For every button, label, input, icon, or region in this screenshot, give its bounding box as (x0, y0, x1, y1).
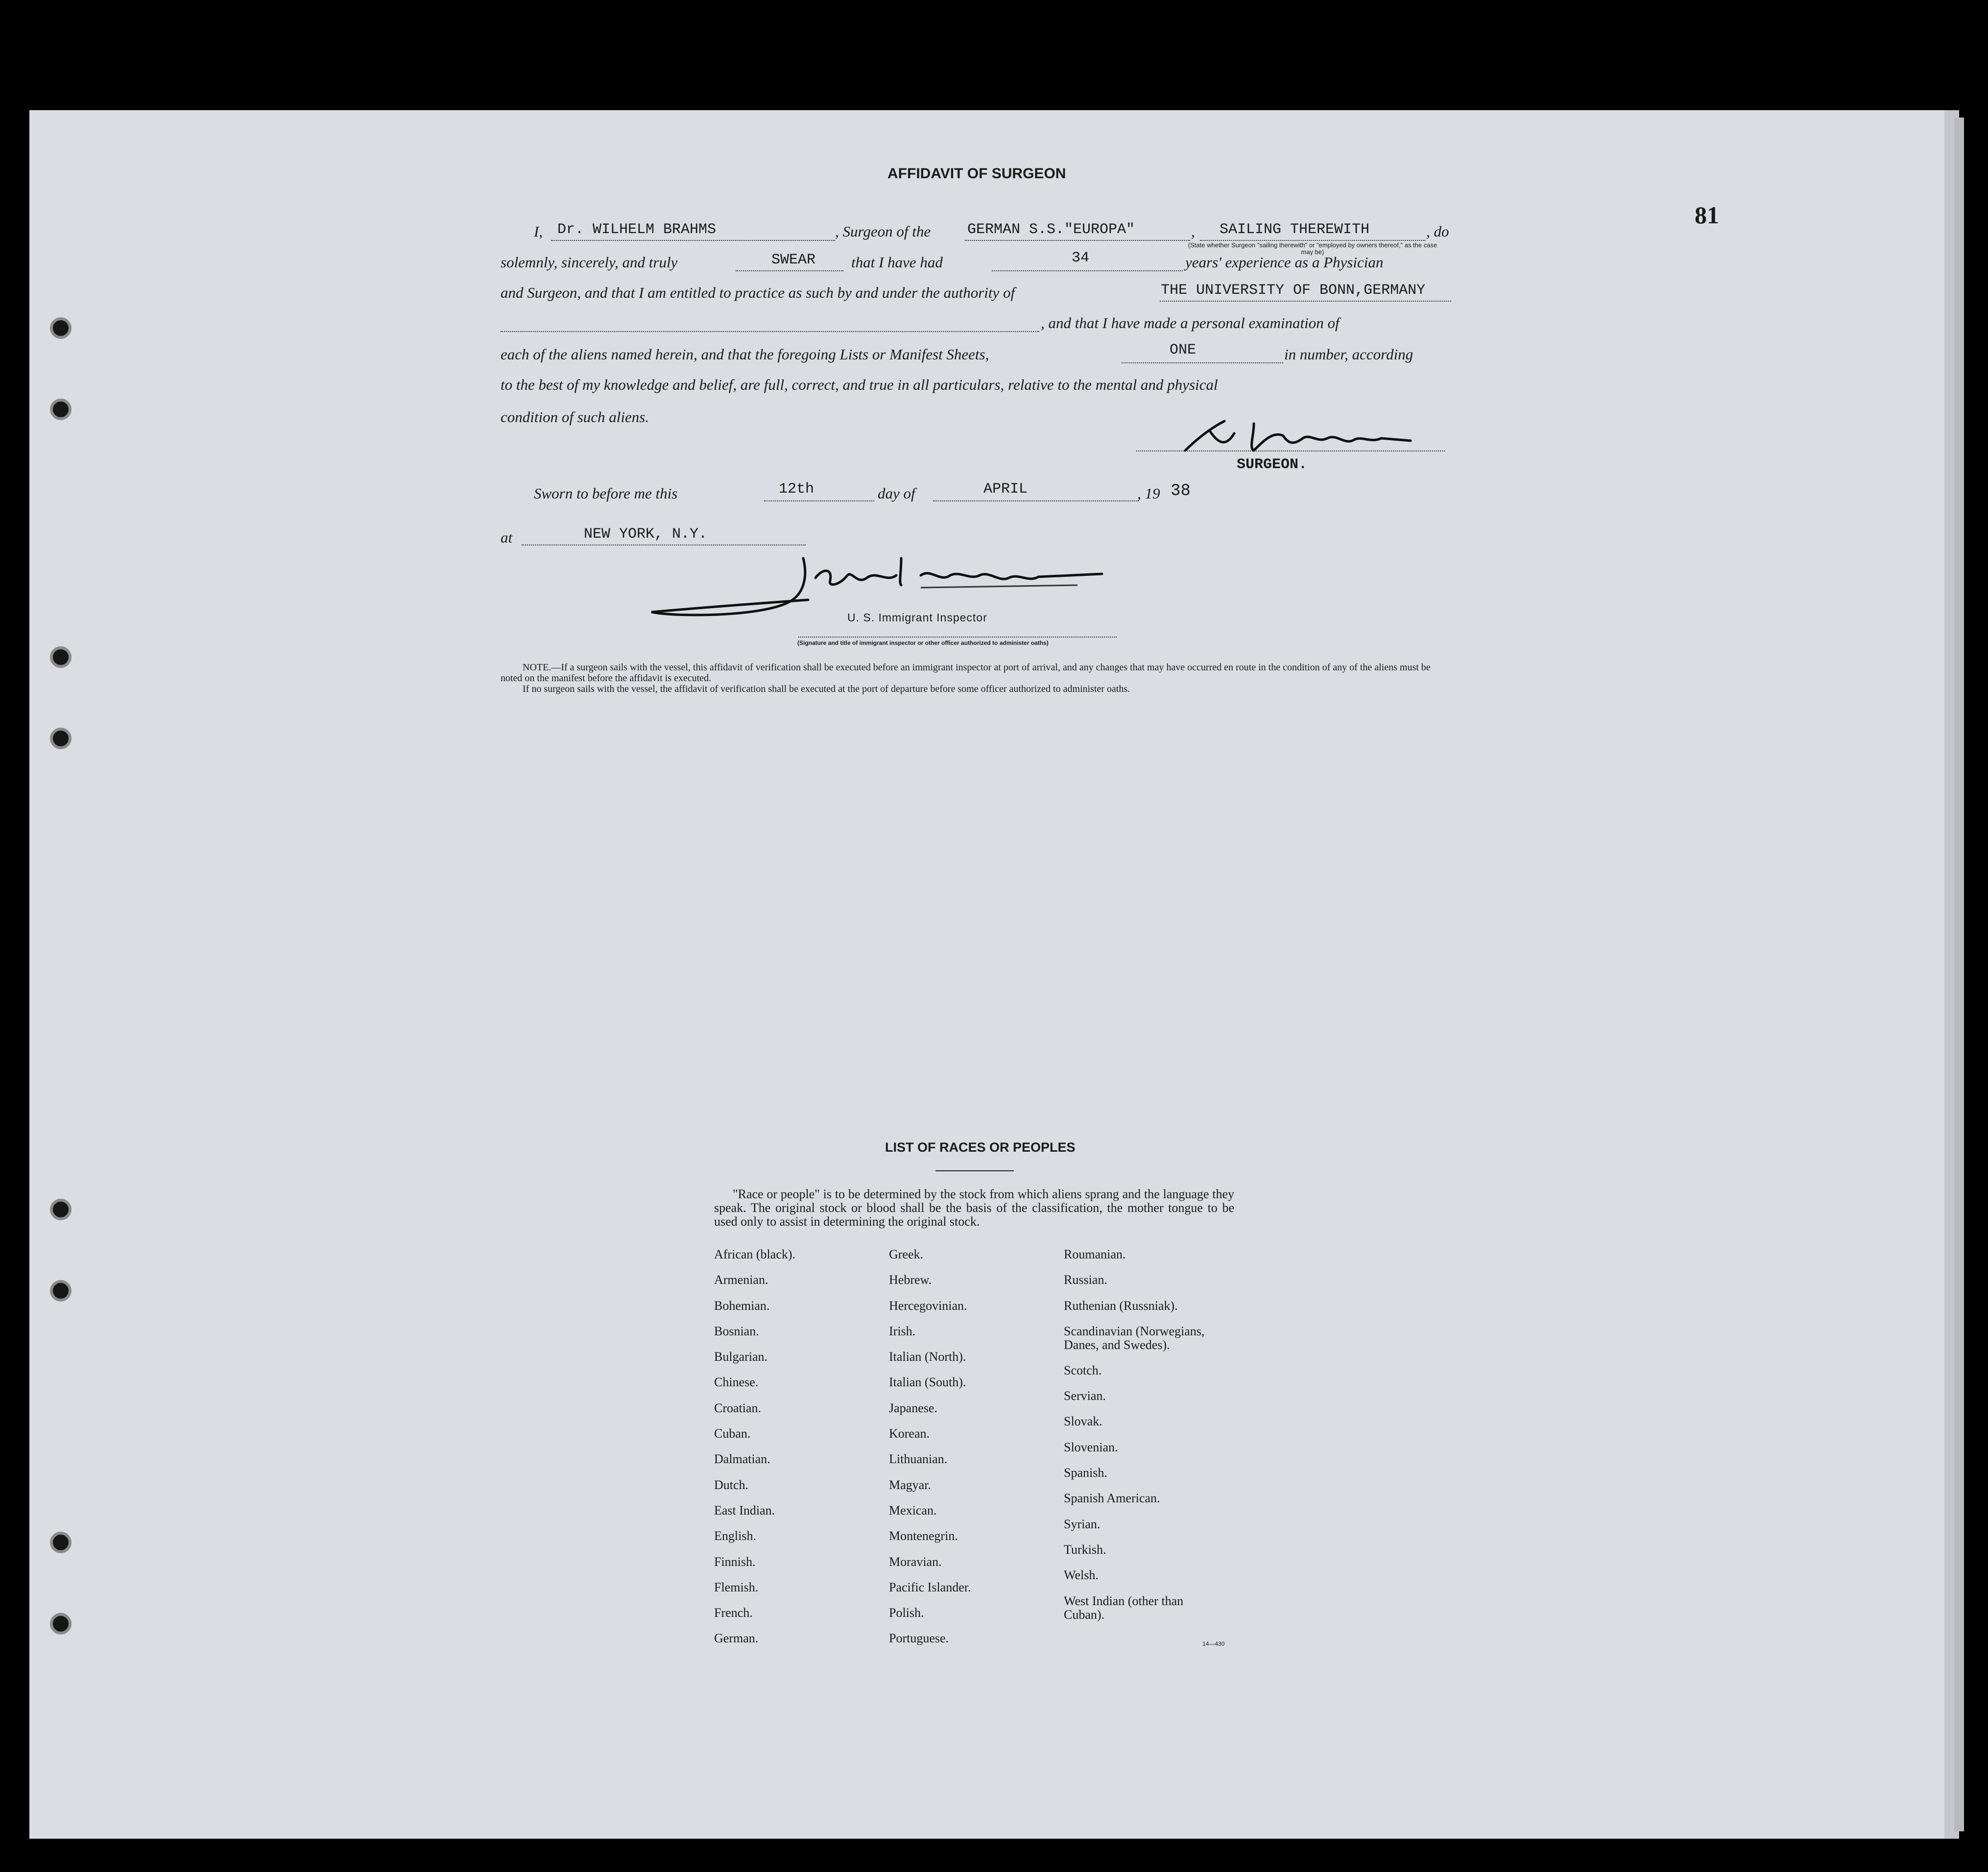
race-item: Moravian. (889, 1554, 942, 1569)
sailing-status: SAILING THEREWITH (1220, 221, 1370, 238)
sheet-edge (1954, 118, 1964, 1831)
race-item: Korean. (889, 1426, 930, 1441)
years-line (992, 270, 1183, 271)
text-have-had: that I have had (851, 254, 943, 271)
race-item: Croatian. (714, 1400, 762, 1415)
binder-hole (50, 1280, 72, 1302)
race-item: Mexican. (889, 1503, 937, 1517)
race-item: French. (714, 1606, 753, 1620)
sailing-note: (State whether Surgeon "sailing therewith" or "employed by owners thereof," as the case may be) (1188, 241, 1437, 256)
race-item: Irish. (889, 1324, 916, 1338)
inspector-title: U. S. Immigrant Inspector (847, 611, 987, 624)
race-item: West Indian (other than Cuban). (1064, 1593, 1184, 1622)
year-suffix: 38 (1171, 482, 1191, 500)
oath-line (736, 270, 843, 271)
race-item: Slovak. (1064, 1414, 1102, 1429)
race-item: Dalmatian. (714, 1452, 770, 1467)
note-surgeon-sails: NOTE.—If a surgeon sails with the vessel, this affidavit of verification shall be executed before an immigrant inspector at port of arrival, and any changes that may have occurred en route in the condition of any of the aliens must be noted on the manifest before the affidavit is executed. (501, 662, 1431, 684)
race-item: Slovenian. (1064, 1440, 1118, 1454)
sailing-status-line (1200, 240, 1425, 241)
page-number: 81 (1695, 201, 1719, 229)
inspector-signature-line (798, 637, 1117, 638)
race-item: Turkish. (1064, 1542, 1106, 1557)
race-item: Flemish. (714, 1580, 759, 1594)
vessel-line (965, 240, 1190, 241)
races-column-2 (889, 1248, 1046, 1658)
race-item: African (black). (714, 1247, 796, 1261)
text-experience: years' experience as a Physician (1185, 254, 1384, 271)
race-item: Magyar. (889, 1477, 931, 1492)
text-in-number: in number, according (1284, 346, 1413, 363)
text-each-alien: each of the aliens named herein, and that the foregoing Lists or Manifest Sheets, (501, 346, 989, 363)
race-item: Cuban. (714, 1426, 751, 1441)
text-day-of: day of (878, 485, 915, 502)
race-item: Hercegovinian. (889, 1298, 967, 1313)
race-item: Servian. (1064, 1389, 1106, 1403)
sheets-line (1122, 362, 1283, 363)
race-item: Welsh. (1064, 1568, 1099, 1583)
race-item: Greek. (889, 1247, 924, 1261)
binder-hole (50, 646, 72, 668)
race-item: Italian (South). (889, 1375, 966, 1390)
surgeon-signature (1180, 416, 1435, 455)
race-item: East Indian. (714, 1503, 775, 1517)
inspector-caption: (Signature and title of immigrant inspector or other officer authorized to administer oaths) (797, 640, 1049, 646)
races-title: LIST OF RACES OR PEOPLES (885, 1140, 1076, 1155)
race-item: Syrian. (1064, 1517, 1101, 1531)
race-item: Russian. (1064, 1273, 1107, 1287)
race-item: English. (714, 1529, 756, 1543)
race-item: Dutch. (714, 1477, 749, 1492)
year-prefix: , 19 (1137, 485, 1160, 502)
race-item: Portuguese. (889, 1631, 949, 1646)
race-item: German. (714, 1631, 759, 1646)
race-item: Scotch. (1064, 1363, 1102, 1377)
text-and-surgeon: and Surgeon, and that I am entitled to practice as such by and under the authority of (501, 284, 1015, 301)
race-item: Finnish. (714, 1554, 756, 1569)
binder-hole (50, 317, 72, 339)
authority-line (1160, 301, 1451, 302)
race-item: Hebrew. (889, 1273, 932, 1287)
race-item: Polish. (889, 1606, 924, 1620)
surgeon-name-line (551, 240, 835, 241)
text-best-knowledge: to the best of my knowledge and belief, are full, correct, and true in all particulars, relative to the mental and physical (501, 376, 1218, 393)
note-no-surgeon: If no surgeon sails with the vessel, the affidavit of verification shall be executed at the port of departure before some officer authorized to administer oaths. (523, 684, 1130, 694)
authority-continuation-line (501, 331, 1039, 332)
surgeon-signature-line (1136, 450, 1445, 451)
sworn-day: 12th (779, 481, 814, 498)
race-item: Chinese. (714, 1375, 759, 1390)
race-item: Scandinavian (Norwegians, Danes, and Swedes). (1064, 1324, 1205, 1352)
race-item: Bosnian. (714, 1324, 759, 1338)
binder-hole (50, 1613, 72, 1635)
race-item: Pacific Islander. (889, 1580, 971, 1594)
sworn-day-line (764, 500, 874, 501)
sworn-month: APRIL (983, 481, 1028, 498)
text-at: at (501, 529, 513, 546)
race-item: Roumanian. (1064, 1247, 1126, 1261)
authority: THE UNIVERSITY OF BONN,GERMANY (1161, 282, 1426, 299)
races-title-rule (935, 1170, 1014, 1171)
races-column-3 (1064, 1248, 1240, 1634)
race-item: Lithuanian. (889, 1452, 948, 1467)
race-item: Japanese. (889, 1400, 937, 1415)
text-examination: , and that I have made a personal examination of (1041, 314, 1340, 332)
surgeon-name: Dr. WILHELM BRAHMS (557, 221, 717, 238)
race-item: Italian (North). (889, 1350, 966, 1364)
race-item: Ruthenian (Russniak). (1064, 1298, 1178, 1313)
intro-pronoun: I, (534, 223, 543, 240)
text-condition: condition of such aliens. (501, 408, 649, 426)
race-item: Montenegrin. (889, 1529, 958, 1543)
race-item: Spanish American. (1064, 1491, 1160, 1506)
form-number: 14—430 (1202, 1640, 1225, 1647)
binder-hole (50, 1532, 72, 1553)
binder-hole (50, 728, 72, 749)
sworn-month-line (933, 500, 1139, 501)
oath: SWEAR (771, 252, 816, 268)
race-item: Bulgarian. (714, 1350, 768, 1364)
race-item: Bohemian. (714, 1298, 770, 1313)
race-item: Spanish. (1064, 1466, 1107, 1480)
place: NEW YORK, N.Y. (584, 526, 708, 543)
binder-hole (50, 1199, 72, 1220)
text-surgeon-of: , Surgeon of the (835, 223, 931, 240)
affidavit-title: AFFIDAVIT OF SURGEON (887, 166, 1066, 182)
races-intro: "Race or people" is to be determined by the stock from which aliens sprang and the language they speak. The original stock or blood shall be the basis of the classification, the mother tongue to be used only to assist in determining the original stock. (714, 1187, 1234, 1229)
text-solemnly: solemnly, sincerely, and truly (501, 254, 678, 271)
binder-hole (50, 399, 72, 420)
years: 34 (1072, 250, 1090, 266)
race-item: Armenian. (714, 1273, 768, 1287)
sheets-count: ONE (1170, 342, 1197, 358)
races-column-1 (714, 1248, 861, 1658)
text-do: , do (1426, 223, 1449, 240)
surgeon-label: SURGEON. (1237, 456, 1308, 473)
vessel-name: GERMAN S.S."EUROPA" (967, 221, 1135, 238)
sworn-text: Sworn to before me this (534, 485, 678, 502)
affidavit-note (501, 662, 1453, 694)
